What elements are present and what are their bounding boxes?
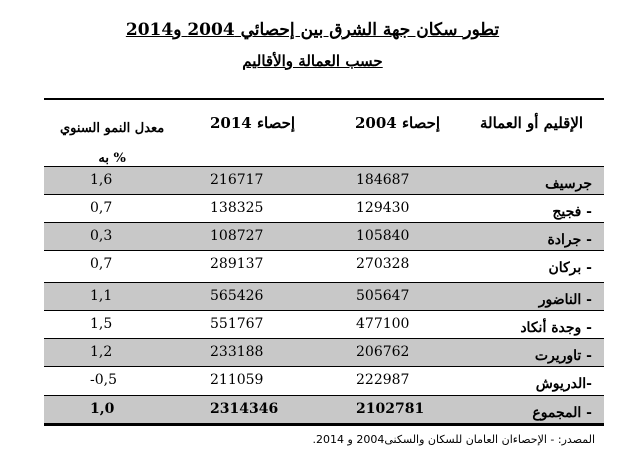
cell-census-2004: 129430 [356, 200, 410, 216]
cell-region-name: - بركان [548, 260, 592, 276]
cell-region-name: - تاوريرت [534, 348, 592, 364]
cell-growth-rate: 1,6 [90, 172, 113, 188]
cell-census-2004: 184687 [356, 172, 410, 188]
table-row [44, 194, 604, 222]
header-growth-rate-unit: % به [98, 151, 126, 166]
cell-census-2014: 211059 [210, 372, 264, 388]
table-row [44, 366, 604, 394]
cell-growth-rate: 0,7 [90, 200, 113, 216]
cell-census-2014: 2314346 [210, 401, 279, 417]
cell-growth-rate: 1,0 [90, 401, 115, 417]
cell-region-name: - الناضور [538, 292, 592, 308]
table-row [44, 282, 604, 310]
header-growth-rate [60, 114, 164, 174]
table-row [44, 310, 604, 338]
cell-census-2014: 551767 [210, 316, 264, 332]
page-title: تطور سكان جهة الشرق بين إحصائي 2004 و2014 [125, 20, 500, 40]
cell-census-2004: 206762 [356, 344, 410, 360]
cell-region-name: - جرادة [547, 232, 592, 248]
header-region: الإقليم أو العمالة [480, 114, 584, 132]
header-growth-rate-label: معدل النمو السنوي [60, 121, 165, 136]
header-census-2014: إحصاء 2014 [210, 114, 296, 132]
page-subtitle: حسب العمالة والأقاليم [242, 52, 383, 70]
table-row [44, 250, 604, 278]
cell-census-2014: 216717 [210, 172, 264, 188]
table-bottom-rule [44, 423, 604, 426]
cell-growth-rate: -0,5 [90, 372, 117, 388]
cell-region-name: - وجدة أنكاد [520, 320, 592, 336]
cell-census-2014: 565426 [210, 288, 264, 304]
cell-growth-rate: 1,2 [90, 344, 113, 360]
cell-census-2004: 270328 [356, 256, 410, 272]
cell-growth-rate: 1,5 [90, 316, 113, 332]
cell-growth-rate: 0,7 [90, 256, 113, 272]
table-row [44, 222, 604, 250]
table-row [44, 338, 604, 366]
cell-census-2014: 289137 [210, 256, 264, 272]
cell-census-2004: 2102781 [356, 401, 425, 417]
cell-census-2014: 138325 [210, 200, 264, 216]
cell-census-2014: 108727 [210, 228, 264, 244]
cell-census-2004: 477100 [356, 316, 410, 332]
table-top-rule [44, 98, 604, 100]
header-census-2004: إحصاء 2004 [355, 114, 441, 132]
source-note: المصدر: - الإحصاءان العامان للسكان والسكنى2004 و 2014. [312, 433, 595, 446]
table-row [44, 166, 604, 194]
cell-region-name: - المجموع [532, 405, 592, 421]
cell-region-name: -الدريوش [535, 376, 592, 392]
cell-census-2004: 105840 [356, 228, 410, 244]
cell-region-name: جرسيف [545, 176, 592, 192]
cell-region-name: - فجيج [552, 204, 592, 220]
cell-growth-rate: 1,1 [90, 288, 113, 304]
table-row-total [44, 395, 604, 423]
cell-growth-rate: 0,3 [90, 228, 113, 244]
cell-census-2014: 233188 [210, 344, 264, 360]
cell-census-2004: 222987 [356, 372, 410, 388]
cell-census-2004: 505647 [356, 288, 410, 304]
